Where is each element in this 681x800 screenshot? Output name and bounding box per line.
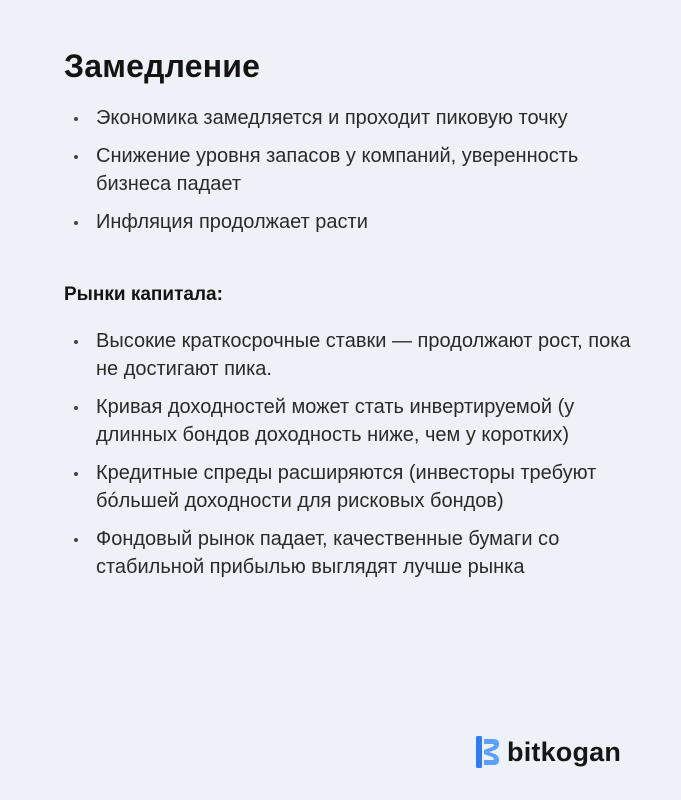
brand-logo (475, 735, 621, 769)
bitkogan-logo-icon (475, 735, 501, 769)
list-item-text: Снижение уровня запасов у компаний, уверенность бизнеса падает (96, 145, 579, 195)
list-item-text: Экономика замедляется и проходит пиковую точку (96, 107, 568, 129)
list-item-text: Высокие краткосрочные ставки — продолжают рост, пока не достигают пика. (96, 330, 631, 380)
list-item (64, 208, 634, 236)
bullet-dot-icon (74, 155, 78, 159)
list-item (64, 459, 634, 515)
list-item (64, 104, 634, 132)
list-item-text: Фондовый рынок падает, качественные бумаги со стабильной прибылью выглядят лучше рынка (96, 528, 560, 578)
brand-name: bitkogan (507, 736, 622, 767)
list-item (64, 327, 634, 383)
list-item-text: Кредитные спреды расширяются (инвесторы требуют бóльшей доходности для рисковых бондов) (96, 462, 597, 512)
section-heading: Рынки капитала: (64, 284, 223, 305)
slowdown-bullet-list (64, 104, 634, 246)
bullet-dot-icon (74, 472, 78, 476)
list-item (64, 142, 634, 198)
page-title: Замедление (64, 48, 261, 84)
bullet-dot-icon (74, 406, 78, 410)
bullet-dot-icon (74, 538, 78, 542)
list-item (64, 525, 634, 581)
bullet-dot-icon (74, 221, 78, 225)
bullet-dot-icon (74, 117, 78, 121)
list-item (64, 393, 634, 449)
capital-markets-bullet-list (64, 327, 634, 591)
list-item-text: Кривая доходностей может стать инвертируемой (у длинных бондов доходность ниже, чем у коротких) (96, 396, 575, 446)
bullet-dot-icon (74, 340, 78, 344)
list-item-text: Инфляция продолжает расти (96, 211, 368, 233)
